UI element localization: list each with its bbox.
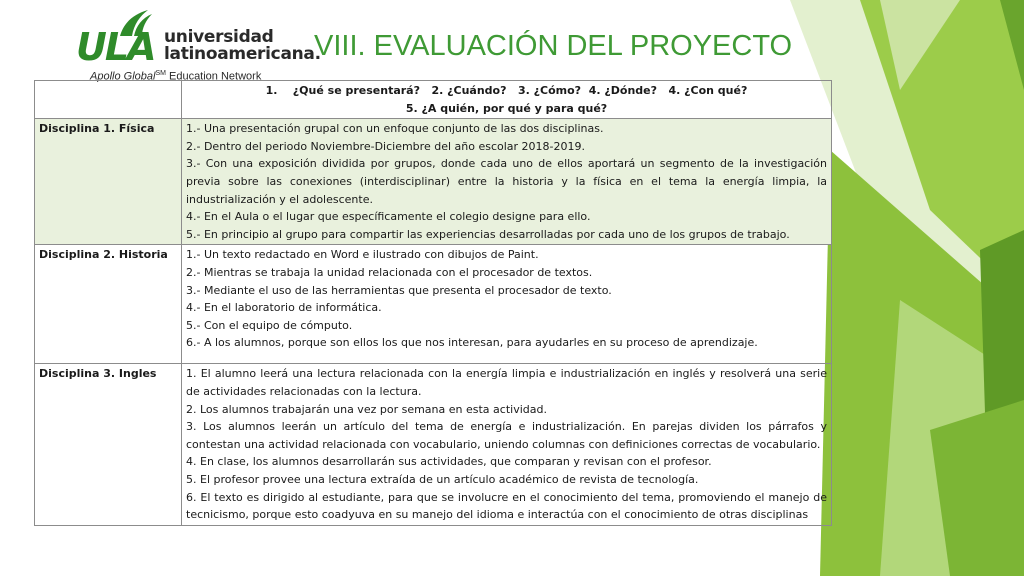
list-item: 6.- A los alumnos, porque son ellos los que nos interesan, para ayudarles en su proceso de aprendizaje. bbox=[186, 336, 758, 350]
ula-logo bbox=[72, 8, 321, 84]
list-item: 2.- Mientras se trabaja la unidad relacionada con el procesador de textos. bbox=[186, 265, 593, 279]
row-label: Disciplina 2. Historia bbox=[35, 245, 182, 364]
table-row bbox=[35, 119, 832, 245]
row-label: Disciplina 3. Ingles bbox=[35, 364, 182, 525]
evaluation-table bbox=[34, 80, 832, 526]
row-content bbox=[182, 245, 832, 364]
list-item: 4. En clase, los alumnos desarrollarán sus actividades, que comparan y revisan con el profesor. bbox=[186, 455, 712, 469]
slide-title: VIII. EVALUACIÓN DEL PROYECTO bbox=[314, 30, 793, 62]
table-row bbox=[35, 245, 832, 364]
table-row bbox=[35, 364, 832, 525]
header-questions-cell bbox=[182, 81, 832, 119]
list-item: 4.- En el laboratorio de informática. bbox=[186, 301, 382, 315]
network-superscript: SM bbox=[155, 70, 166, 77]
list-item: 5.- En principio al grupo para compartir las experiencias desarrolladas por cada uno de los grupos de trabajo. bbox=[186, 227, 790, 241]
list-item: 2.- Dentro del periodo Noviembre-Diciembre del año escolar 2018-2019. bbox=[186, 139, 585, 153]
list-item: 1.- Un texto redactado en Word e ilustrado con dibujos de Paint. bbox=[186, 248, 539, 262]
row-label: Disciplina 1. Física bbox=[35, 119, 182, 245]
list-item: 6. El texto es dirigido al estudiante, para que se involucre en el conocimiento del tema, promoviendo el manejo de tecnicismo, porque esto coadyuva en su manejo del idioma e interactúa con el conocimiento de otras disciplinas bbox=[186, 490, 827, 522]
list-item: 3.- Con una exposición dividida por grupos, donde cada uno de ellos aportará un segmento de la investigación previa sobre las conexiones (interdisciplinar) entre la historia y la física en el tema la energía limpia, la industrialización y el adolescente. bbox=[186, 157, 827, 206]
table-header-row bbox=[35, 81, 832, 119]
logo-mark: ULA bbox=[76, 25, 155, 69]
header-empty-cell bbox=[35, 81, 182, 119]
list-item: 1. El alumno leerá una lectura relacionada con la energía limpia e industrialización en inglés y resolverá una serie de actividades relacionadas con la lectura. bbox=[186, 367, 827, 398]
logo-name-line2: latinoamericana. bbox=[164, 44, 321, 64]
list-item: 1.- Una presentación grupal con un enfoque conjunto de las dos disciplinas. bbox=[186, 122, 604, 136]
list-item: 5. El profesor provee una lectura extraída de un artículo académico de revista de tecnología. bbox=[186, 472, 699, 486]
logo-name-line1: universidad bbox=[164, 27, 274, 47]
network-brand: Apollo Global bbox=[90, 70, 156, 83]
row-content bbox=[182, 364, 832, 525]
list-item: 3.- Mediante el uso de las herramientas que presenta el procesador de texto. bbox=[186, 283, 612, 297]
header-line2: 5. ¿A quién, por qué y para qué? bbox=[405, 101, 608, 115]
list-item: 2. Los alumnos trabajarán una vez por semana en esta actividad. bbox=[186, 402, 547, 416]
network-rest: Education Network bbox=[165, 70, 262, 83]
list-item: 3. Los alumnos leerán un artículo del tema de energía e industrialización. En parejas dividen los párrafos y contestan una actividad relacionada con vocabulario, uniendo columnas con definiciones correctas de vocabulario. bbox=[186, 420, 827, 451]
list-item: 4.- En el Aula o el lugar que específicamente el colegio designe para ello. bbox=[186, 210, 591, 224]
row-content bbox=[182, 119, 832, 245]
header-line1: 1. ¿Qué se presentará? 2. ¿Cuándo? 3. ¿Cómo? 4. ¿Dónde? 4. ¿Con qué? bbox=[265, 84, 748, 97]
list-item: 5.- Con el equipo de cómputo. bbox=[186, 318, 353, 332]
